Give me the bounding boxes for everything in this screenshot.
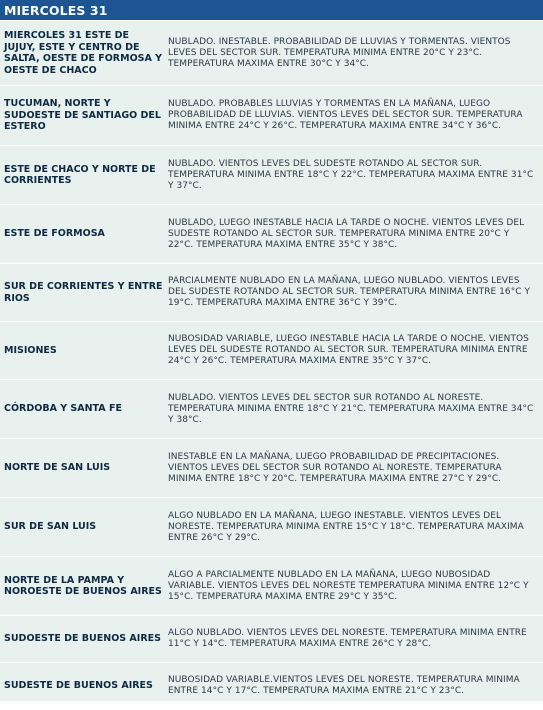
forecast-text: NUBLADO, LUEGO INESTABLE HACIA LA TARDE O NOCHE. VIENTOS LEVES DEL SUDESTE ROTANDO AL SECTOR SUR. TEMPERATURA MINIMA ENTRE 20°C Y 22°C. TEMPERATURA MAXIMA ENTRE 35°C Y 38°C. <box>168 217 525 250</box>
forecast-row <box>0 439 543 498</box>
region-name: SUR DE CORRIENTES Y ENTRE RIOS <box>4 281 163 304</box>
forecast-text: NUBOSIDAD VARIABLE.VIENTOS LEVES DEL NORESTE. TEMPERATURA MINIMA ENTRE 14°C Y 17°C. TEMPERATURA MAXIMA ENTRE 21°C Y 23°C. <box>168 675 520 696</box>
forecast-row <box>0 380 543 439</box>
region-name: SUDESTE DE BUENOS AIRES <box>4 680 153 692</box>
forecast-row <box>0 205 543 264</box>
region-name: TUCUMAN, NORTE Y SUDOESTE DE SANTIAGO DEL ESTERO <box>4 98 161 133</box>
forecast-text: ALGO NUBLADO. VIENTOS LEVES DEL NORESTE. TEMPERATURA MINIMA ENTRE 11°C Y 14°C. TEMPERATURA MAXIMA ENTRE 26°C Y 28°C. <box>168 628 527 649</box>
forecast-table <box>0 21 543 710</box>
region-name: SUR DE SAN LUIS <box>4 521 97 533</box>
forecast-text: NUBLADO. PROBABLES LLUVIAS Y TORMENTAS EN LA MAÑANA, LUEGO PROBABILIDAD DE LLUVIAS. VIENTOS LEVES DEL SECTOR SUR. TEMPERATURA MINIMA ENTRE 24°C Y 26°C. TEMPERATURA MAXIMA ENTRE 34°C Y 36°C. <box>168 99 523 131</box>
region-name: NORTE DE LA PAMPA Y NOROESTE DE BUENOS AIRES <box>4 574 162 597</box>
forecast-row <box>0 264 543 322</box>
region-name: CÓRDOBA Y SANTA FE <box>4 403 122 415</box>
forecast-text: NUBLADO. INESTABLE. PROBABILIDAD DE LLUVIAS Y TORMENTAS. VIENTOS LEVES DEL SECTOR SUR. TEMPERATURA MINIMA ENTRE 20°C Y 23°C. TEMPERATURA MAXIMA ENTRE 30°C Y 34°C. <box>168 36 511 69</box>
region-name: ESTE DE CHACO Y NORTE DE CORRIENTES <box>4 163 156 186</box>
forecast-row <box>0 663 543 710</box>
forecast-text: NUBOSIDAD VARIABLE, LUEGO INESTABLE HACIA LA TARDE O NOCHE. VIENTOS LEVES DEL SUDESTE ROTANDO AL SECTOR SUR. TEMPERATURA MINIMA ENTRE 24°C Y 26°C. TEMPERATURA MAXIMA ENTRE 35°C Y 37°C. <box>168 334 529 366</box>
forecast-text: PARCIALMENTE NUBLADO EN LA MAÑANA, LUEGO NUBLADO. VIENTOS LEVES DEL SUDESTE ROTANDO AL SECTOR SUR. TEMPERATURA MINIMA ENTRE 16°C Y 19°C. TEMPERATURA MAXIMA ENTRE 36°C Y 39°C. <box>168 276 531 308</box>
forecast-row <box>0 322 543 380</box>
region-name: NORTE DE SAN LUIS <box>4 462 111 474</box>
forecast-row <box>0 146 543 205</box>
forecast-text: NUBLADO. VIENTOS LEVES DEL SUDESTE ROTANDO AL SECTOR SUR. TEMPERATURA MINIMA ENTRE 18°C Y 22°C. TEMPERATURA MAXIMA ENTRE 31°C Y 37°C. <box>168 158 534 191</box>
forecast-text: NUBLADO. VIENTOS LEVES DEL SECTOR SUR ROTANDO AL NORESTE. TEMPERATURA MINIMA ENTRE 18°C Y 21°C. TEMPERATURA MAXIMA ENTRE 34°C Y 38°C. <box>168 392 534 425</box>
region-name: MISIONES <box>4 344 57 356</box>
forecast-row <box>0 21 543 86</box>
region-name: SUDOESTE DE BUENOS AIRES <box>4 633 161 645</box>
region-name: MIERCOLES 31 ESTE DE JUJUY, ESTE Y CENTRO DE SALTA, OESTE DE FORMOSA Y OESTE DE CHACO <box>4 30 163 76</box>
forecast-row <box>0 616 543 663</box>
forecast-text: ALGO NUBLADO EN LA MAÑANA, LUEGO INESTABLE. VIENTOS LEVES DEL NORESTE. TEMPERATURA MINIMA ENTRE 15°C Y 18°C. TEMPERATURA MAXIMA ENTRE 26°C Y 29°C. <box>168 510 524 543</box>
forecast-text: ALGO A PARCIALMENTE NUBLADO EN LA MAÑANA, LUEGO NUBOSIDAD VARIABLE. VIENTOS LEVES DEL NORESTE TEMPERATURA MINIMA ENTRE 12°C Y 15°C. TEMPERATURA MAXIMA ENTRE 29°C Y 35°C. <box>168 569 529 602</box>
day-header: MIERCOLES 31 <box>0 0 543 21</box>
forecast-row <box>0 498 543 557</box>
forecast-row <box>0 557 543 616</box>
region-name: ESTE DE FORMOSA <box>4 228 105 240</box>
forecast-row <box>0 86 543 146</box>
forecast-text: INESTABLE EN LA MAÑANA, LUEGO PROBABILIDAD DE PRECIPITACIONES. VIENTOS LEVES DEL SECTOR SUR ROTANDO AL NORESTE. TEMPERATURA MINIMA ENTRE 18°C Y 20°C. TEMPERATURA MAXIMA ENTRE 27°C Y 29°C. <box>168 451 502 484</box>
